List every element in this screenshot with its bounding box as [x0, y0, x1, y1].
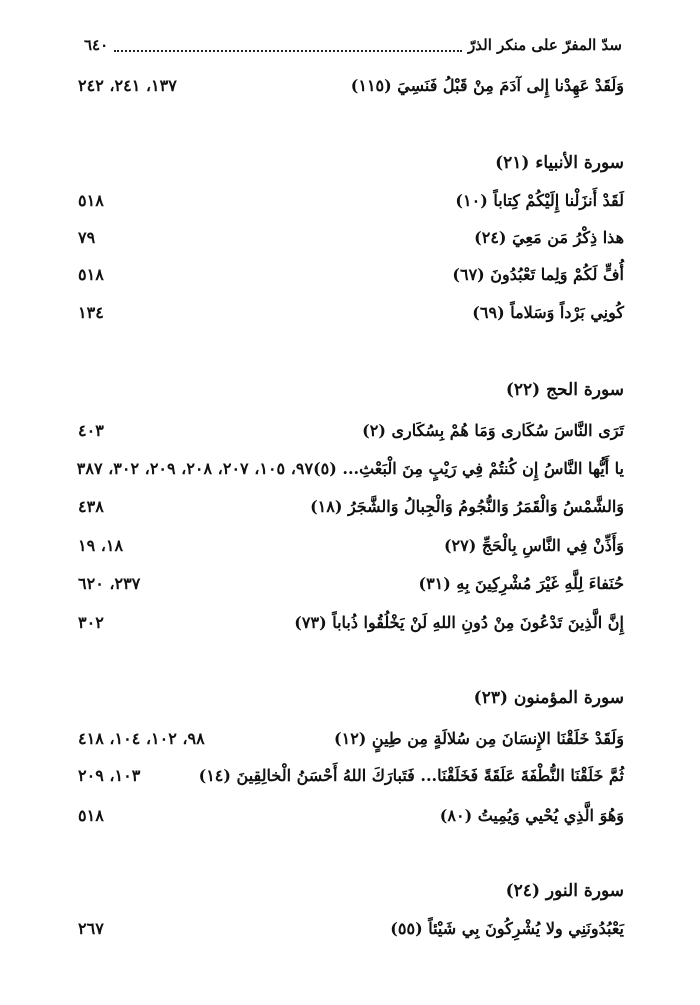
verse-text: هذا ذِكْرُ مَن مَعِيَ (٢٤)	[474, 227, 624, 247]
verse-text: ثُمَّ خَلَقْنَا النُّطْفَةَ عَلَقَةً فَخَلَقْنَا... فَتَبارَكَ اللهُ أَحْسَنُ الْخالِقِينَ (١٤)	[198, 765, 624, 785]
surah-heading: سورة الحج (٢٢)	[505, 380, 624, 400]
index-entry	[78, 259, 624, 289]
page-refs: ٤٣٨	[78, 496, 104, 516]
page-refs: ١٠٣، ٢٠٩	[78, 765, 141, 785]
verse-text: كُونِي بَرْداً وَسَلاماً (٦٩)	[472, 302, 624, 322]
book-title: سدّ المفرّ على منكر الذرّ	[468, 36, 622, 54]
verse-text: وَالشَّمْسُ وَالْقَمَرُ وَالنُّجُومُ وَالْجِبالُ وَالشَّجَرُ (١٨)	[310, 496, 624, 516]
index-entry	[78, 607, 624, 637]
running-header	[84, 32, 622, 58]
index-entry	[78, 297, 624, 327]
index-entry	[78, 800, 624, 830]
page-number: ٦٤٠	[84, 36, 109, 54]
page-refs: ٥١٨	[78, 805, 104, 825]
verse-text: وَلَقَدْ عَهِدْنا إِلى آدَمَ مِنْ قَبْلُ فَنَسِيَ (١١٥)	[350, 75, 624, 95]
index-entry	[78, 70, 624, 100]
verse-text: يَعْبُدُونَنِي ولا يُشْرِكُونَ بِي شَيْئاً (٥٥)	[390, 918, 624, 938]
page-refs: ٥١٨	[78, 264, 104, 284]
verse-text: وَهُوَ الَّذِي يُحْيي وَيُمِيتُ (٨٠)	[439, 805, 624, 825]
index-entry	[78, 491, 624, 521]
index-entry	[78, 453, 624, 483]
page-refs: ٥١٨	[78, 190, 104, 210]
index-entry	[78, 530, 624, 560]
page-refs: ٧٩	[78, 227, 96, 247]
index-entry	[78, 913, 624, 943]
page-refs: ١٣٤	[78, 302, 104, 322]
verse-text: لَقَدْ أَنزَلْنا إِلَيْكُمْ كِتاباً (١٠)	[455, 190, 624, 210]
index-entry	[78, 185, 624, 215]
verse-text: حُنَفاءَ لِلَّهِ غَيْرَ مُشْرِكِينَ بِهِ (٣١)	[418, 573, 624, 593]
page-refs: ٩٧، ١٠٥، ٢٠٧، ٢٠٨، ٢٠٩، ٣٠٢، ٣٨٧	[76, 458, 314, 478]
surah-heading: سورة النور (٢٤)	[505, 881, 624, 901]
verse-text: أُفٍّ لَكُمْ وَلِما تَعْبُدُونَ (٦٧)	[452, 264, 624, 284]
index-entry	[78, 568, 624, 598]
surah-heading: سورة المؤمنون (٢٣)	[473, 688, 624, 708]
verse-text: إِنَّ الَّذِينَ تَدْعُونَ مِنْ دُونِ اللهِ لَنْ يَخْلُقُوا ذُباباً (٧٣)	[294, 612, 624, 632]
verse-text: تَرَى النَّاسَ سُكَارى وَمَا هُمْ بِسُكَارى (٢)	[362, 420, 624, 440]
index-entry	[78, 415, 624, 445]
verse-text: وَأَذِّنْ فِي النَّاسِ بِالْحَجِّ (٢٧)	[443, 535, 624, 555]
verse-text: وَلَقَدْ خَلَقْنَا الإِنسَانَ مِن سُلالَةٍ مِن طِينٍ (١٢)	[334, 728, 624, 748]
page-refs: ٢٦٧	[78, 918, 104, 938]
index-entry	[78, 222, 624, 252]
surah-heading: سورة الأنبياء (٢١)	[495, 153, 624, 173]
index-entry	[78, 723, 624, 753]
page-refs: ١٨، ١٩	[78, 535, 124, 555]
verse-text: يا أَيُّها النَّاسُ إِن كُنتُمْ فِي رَيْبٍ مِنَ الْبَعْثِ... (٥)	[313, 458, 624, 478]
page-refs: ١٣٧، ٢٤١، ٢٤٢	[78, 75, 177, 95]
dot-leader	[114, 38, 462, 52]
page-refs: ٣٠٢	[78, 612, 104, 632]
page-refs: ٩٨، ١٠٢، ١٠٤، ٤١٨	[78, 728, 205, 748]
page-refs: ٢٣٧، ٦٢٠	[78, 573, 141, 593]
index-entry	[78, 760, 624, 790]
page-refs: ٤٠٣	[78, 420, 104, 440]
